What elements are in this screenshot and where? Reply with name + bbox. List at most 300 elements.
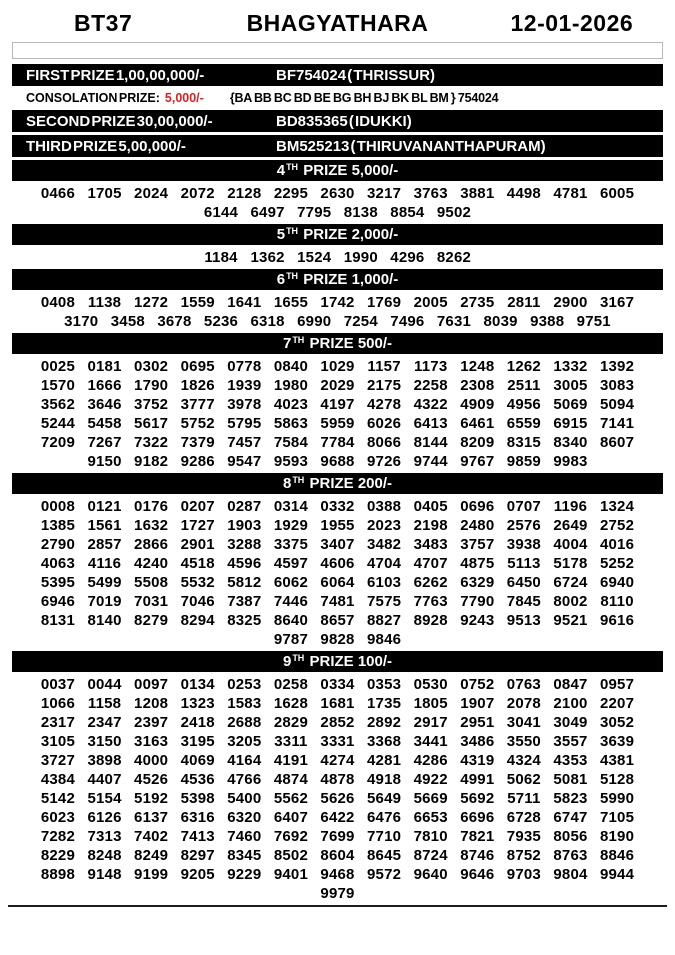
prize-number: 4381 <box>599 752 635 769</box>
prize-number: 1184 <box>204 249 238 266</box>
prize-number: 1826 <box>180 377 215 394</box>
prize-number: 3311 <box>274 733 308 750</box>
prize-section-title-7th: 7 $^{TH}$ PRIZE 500/- <box>12 333 663 354</box>
prize-number: 1735 <box>367 695 402 712</box>
prize-number-row <box>12 884 663 903</box>
prize-number: 2480 <box>460 517 495 534</box>
prize-number: 5395 <box>40 574 76 591</box>
prize-number: 9983 <box>553 453 588 470</box>
draw-date: 12-01-2026 <box>510 9 634 36</box>
third-prize-winner: BM525213 ( THIRUVANANTHAPURAM) <box>276 137 546 155</box>
prize-number-row <box>12 516 663 535</box>
prize-number-row <box>12 808 663 827</box>
prize-number: 3441 <box>413 733 448 750</box>
third-prize-label: THIRD PRIZE 5,00,000/- <box>26 137 186 155</box>
prize-number: 8138 <box>343 204 378 221</box>
prize-number-row <box>12 694 663 713</box>
prize-number-row <box>12 433 663 452</box>
prize-number: 5812 <box>227 574 262 591</box>
prize-number: 6026 <box>367 415 402 432</box>
prize-number: 3458 <box>110 313 145 330</box>
prize-number: 7267 <box>87 434 122 451</box>
prize-number: 0840 <box>273 358 308 375</box>
prize-number: 1385 <box>40 517 76 534</box>
prize-number: 7046 <box>180 593 215 610</box>
prize-number: 1583 <box>227 695 262 712</box>
prize-number: 3041 <box>506 714 541 731</box>
prize-number: 7402 <box>134 828 169 845</box>
prize-number: 2029 <box>320 377 355 394</box>
prize-number: 9703 <box>506 866 541 883</box>
prize-number: 2630 <box>320 185 355 202</box>
prize-number: 8724 <box>413 847 448 864</box>
prize-number: 9148 <box>87 866 122 883</box>
prize-number: 8066 <box>367 434 402 451</box>
prize-number: 9521 <box>553 612 588 629</box>
bottom-divider <box>8 905 667 907</box>
prize-number: 8262 <box>436 249 472 266</box>
prize-number: 2308 <box>460 377 495 394</box>
prize-number: 3763 <box>413 185 448 202</box>
prize-number-row <box>12 611 663 630</box>
prize-number: 1066 <box>40 695 76 712</box>
prize-number: 2128 <box>227 185 262 202</box>
prize-number: 7584 <box>273 434 308 451</box>
prize-number: 6064 <box>320 574 355 591</box>
prize-number: 6262 <box>413 574 448 591</box>
prize-number: 5400 <box>227 790 262 807</box>
prize-number: 1641 <box>227 294 262 311</box>
prize-number: 0044 <box>87 676 122 693</box>
prize-number: 4191 <box>273 752 308 769</box>
prize-number: 4197 <box>320 396 355 413</box>
prize-number: 5823 <box>553 790 588 807</box>
prize-number: 6940 <box>599 574 635 591</box>
prize-number: 5113 <box>507 555 541 572</box>
prize-number: 0302 <box>134 358 169 375</box>
prize-number: 3727 <box>40 752 76 769</box>
prize-number-row <box>12 865 663 884</box>
prize-number: 6062 <box>273 574 308 591</box>
prize-number: 6126 <box>87 809 122 826</box>
prize-number-row <box>12 751 663 770</box>
prize-number: 7141 <box>599 415 635 432</box>
prize-number: 8746 <box>460 847 495 864</box>
prize-number: 1681 <box>320 695 355 712</box>
prize-number: 0778 <box>227 358 262 375</box>
prize-number: 7692 <box>273 828 308 845</box>
prize-number: 2100 <box>553 695 588 712</box>
prize-number: 9767 <box>460 453 495 470</box>
prize-section-4th <box>12 160 663 222</box>
prize-number: 0037 <box>40 676 76 693</box>
prize-number: 3163 <box>134 733 169 750</box>
prize-number: 3368 <box>367 733 402 750</box>
prize-number: 2752 <box>599 517 635 534</box>
prize-number: 7019 <box>87 593 122 610</box>
prize-number: 7282 <box>40 828 76 845</box>
prize-number: 8502 <box>273 847 308 864</box>
second-prize-winner: BD835365 ( IDUKKI) <box>276 112 412 130</box>
prize-number: 8827 <box>367 612 402 629</box>
prize-number-row <box>12 184 663 203</box>
prize-number: 2511 <box>507 377 541 394</box>
prize-number: 7699 <box>320 828 355 845</box>
prize-number: 3757 <box>460 536 495 553</box>
prize-number: 4707 <box>413 555 448 572</box>
prize-number: 5617 <box>134 415 169 432</box>
prize-number: 2649 <box>553 517 588 534</box>
prize-number: 7457 <box>227 434 262 451</box>
prize-number: 0176 <box>134 498 169 515</box>
prize-number: 9468 <box>320 866 355 883</box>
prize-number: 8763 <box>553 847 588 864</box>
prize-number: 3217 <box>367 185 402 202</box>
prize-number: 3483 <box>413 536 448 553</box>
prize-number: 4319 <box>460 752 495 769</box>
prize-number: 1666 <box>87 377 122 394</box>
prize-number-row <box>12 846 663 865</box>
prize-number: 2688 <box>227 714 262 731</box>
prize-number: 3005 <box>553 377 588 394</box>
prize-number: 1570 <box>40 377 76 394</box>
prize-number: 1903 <box>227 517 262 534</box>
prize-number: 8297 <box>180 847 215 864</box>
prize-number: 8110 <box>600 593 634 610</box>
empty-outlined-box <box>12 42 663 59</box>
prize-number: 0707 <box>506 498 541 515</box>
prize-number: 5990 <box>599 790 635 807</box>
prize-number: 2258 <box>413 377 448 394</box>
prize-number: 1392 <box>599 358 635 375</box>
prize-number: 6946 <box>40 593 76 610</box>
prize-number: 3288 <box>227 536 262 553</box>
prize-number: 2347 <box>87 714 122 731</box>
prize-number: 5244 <box>40 415 76 432</box>
prize-number: 7481 <box>320 593 355 610</box>
prize-number-row <box>12 592 663 611</box>
sheet-header <box>12 6 663 40</box>
prize-number: 4324 <box>506 752 541 769</box>
prize-section-5th <box>12 224 663 267</box>
prize-number: 7935 <box>506 828 541 845</box>
prize-number-row <box>12 630 663 649</box>
prize-number: 9804 <box>553 866 588 883</box>
prize-number: 5398 <box>180 790 215 807</box>
prize-number: 3195 <box>180 733 215 750</box>
prize-number: 4878 <box>320 771 355 788</box>
prize-number: 7795 <box>297 204 332 221</box>
prize-number: 2175 <box>367 377 402 394</box>
prize-number: 7031 <box>134 593 169 610</box>
prize-number: 1138 <box>87 294 122 311</box>
prize-number: 0207 <box>180 498 215 515</box>
prize-number: 0752 <box>460 676 495 693</box>
prize-number: 8002 <box>553 593 588 610</box>
prize-section-title-6th: 6 $^{TH}$ PRIZE 1,000/- <box>12 269 663 290</box>
prize-number: 9572 <box>367 866 402 883</box>
prize-number: 8248 <box>87 847 122 864</box>
prize-number-row <box>12 357 663 376</box>
prize-number: 4116 <box>87 555 122 572</box>
prize-number: 0134 <box>180 676 215 693</box>
prize-number: 5142 <box>40 790 76 807</box>
prize-number: 4922 <box>413 771 448 788</box>
prize-number-row <box>12 414 663 433</box>
prize-number: 8249 <box>134 847 169 864</box>
prize-number: 5795 <box>227 415 262 432</box>
prize-number-row <box>12 312 663 331</box>
prize-number: 0314 <box>273 498 308 515</box>
prize-number: 5252 <box>599 555 635 572</box>
lottery-code: BT37 <box>74 9 133 36</box>
prize-number: 4016 <box>599 536 635 553</box>
prize-number-row <box>12 554 663 573</box>
prize-number: 7387 <box>227 593 262 610</box>
prize-number: 2900 <box>553 294 588 311</box>
prize-number: 4918 <box>367 771 402 788</box>
prize-number: 9593 <box>273 453 308 470</box>
prize-number: 5081 <box>553 771 588 788</box>
prize-number: 9751 <box>576 313 611 330</box>
prize-number: 2207 <box>599 695 635 712</box>
prize-number: 7821 <box>460 828 495 845</box>
prize-number-row <box>12 573 663 592</box>
prize-number: 3639 <box>599 733 635 750</box>
prize-number: 3486 <box>460 733 495 750</box>
prize-number: 8209 <box>460 434 495 451</box>
prize-number: 5532 <box>180 574 215 591</box>
prize-number: 1929 <box>273 517 308 534</box>
prize-number: 8640 <box>273 612 308 629</box>
prize-number: 1742 <box>320 294 355 311</box>
prize-number: 6318 <box>250 313 285 330</box>
prize-number: 1158 <box>87 695 122 712</box>
prize-number: 0334 <box>320 676 355 693</box>
prize-number: 9513 <box>506 612 541 629</box>
prize-number: 9744 <box>413 453 448 470</box>
prize-number: 4278 <box>367 396 402 413</box>
prize-number: 5154 <box>87 790 122 807</box>
prize-number: 2317 <box>40 714 76 731</box>
prize-number: 6476 <box>367 809 402 826</box>
prize-number-row <box>12 452 663 471</box>
prize-number: 5649 <box>367 790 402 807</box>
prize-number: 1907 <box>460 695 495 712</box>
consolation-amount: 5,000/- <box>164 91 204 105</box>
prize-number: 3978 <box>227 396 262 413</box>
prize-number: 2857 <box>87 536 122 553</box>
prize-number: 3938 <box>506 536 541 553</box>
prize-number-row <box>12 293 663 312</box>
prize-number: 9229 <box>227 866 262 883</box>
prize-number: 2078 <box>506 695 541 712</box>
prize-number: 2951 <box>460 714 495 731</box>
prize-number: 4874 <box>273 771 308 788</box>
prize-number: 7710 <box>367 828 402 845</box>
prize-number: 1655 <box>273 294 308 311</box>
prize-number: 6696 <box>460 809 495 826</box>
prize-number: 0530 <box>413 676 448 693</box>
prize-number: 4004 <box>553 536 588 553</box>
prize-number: 3777 <box>180 396 215 413</box>
prize-number: 9182 <box>134 453 169 470</box>
prize-number: 7575 <box>367 593 402 610</box>
prize-number: 4322 <box>413 396 448 413</box>
prize-number-row <box>12 395 663 414</box>
prize-number: 0181 <box>87 358 122 375</box>
third-prize-bar <box>12 135 663 157</box>
prize-number: 8294 <box>180 612 215 629</box>
prize-number: 5508 <box>134 574 169 591</box>
prize-number: 8846 <box>599 847 635 864</box>
prize-number: 0287 <box>227 498 262 515</box>
prize-number: 6137 <box>134 809 169 826</box>
prize-number: 0696 <box>460 498 495 515</box>
prize-number: 8854 <box>390 204 425 221</box>
prize-number-row <box>12 376 663 395</box>
prize-number: 9286 <box>180 453 215 470</box>
prize-number: 1173 <box>414 358 448 375</box>
prize-number: 2829 <box>273 714 308 731</box>
prize-number: 3482 <box>367 536 402 553</box>
prize-number: 6915 <box>553 415 588 432</box>
prize-number: 3678 <box>157 313 192 330</box>
prize-number: 9846 <box>367 631 402 648</box>
prize-number: 9401 <box>273 866 308 883</box>
prize-number: 0695 <box>180 358 215 375</box>
prize-number: 6461 <box>460 415 495 432</box>
prize-number: 2418 <box>180 714 215 731</box>
prize-number: 0121 <box>87 498 122 515</box>
prize-number-row <box>12 248 663 267</box>
prize-number: 3898 <box>87 752 122 769</box>
prize-number: 3052 <box>599 714 635 731</box>
prize-number: 9979 <box>320 885 355 902</box>
lottery-name: BHAGYATHARA <box>246 9 429 36</box>
prize-number: 5626 <box>320 790 355 807</box>
prize-number: 2892 <box>367 714 402 731</box>
prize-section-title-5th: 5 $^{TH}$ PRIZE 2,000/- <box>12 224 663 245</box>
prize-number: 2866 <box>134 536 169 553</box>
prize-number: 5711 <box>507 790 541 807</box>
prize-number: 4023 <box>273 396 308 413</box>
prize-number: 8607 <box>599 434 635 451</box>
prize-number: 7322 <box>134 434 169 451</box>
prize-section-title-8th: 8 $^{TH}$ PRIZE 200/- <box>12 473 663 494</box>
prize-number: 1769 <box>367 294 402 311</box>
prize-number: 3562 <box>40 396 76 413</box>
prize-number: 6023 <box>40 809 76 826</box>
prize-number: 7446 <box>273 593 308 610</box>
prize-number: 5236 <box>203 313 239 330</box>
prize-section-title-9th: 9 $^{TH}$ PRIZE 100/- <box>12 651 663 672</box>
prize-number: 5128 <box>599 771 635 788</box>
prize-number: 7379 <box>180 434 215 451</box>
prize-number: 9388 <box>530 313 565 330</box>
prize-number: 8056 <box>553 828 588 845</box>
prize-number: 4069 <box>180 752 215 769</box>
prize-number: 9547 <box>227 453 262 470</box>
prize-number: 8279 <box>134 612 169 629</box>
prize-number: 5562 <box>273 790 308 807</box>
prize-section-title-4th: 4 $^{TH}$ PRIZE 5,000/- <box>12 160 663 181</box>
prize-number: 6413 <box>413 415 448 432</box>
prize-number: 1990 <box>343 249 378 266</box>
prize-number: 8340 <box>553 434 588 451</box>
prize-number: 3105 <box>40 733 76 750</box>
prize-number: 4606 <box>320 555 355 572</box>
prize-number: 3331 <box>320 733 355 750</box>
prize-number: 7413 <box>180 828 215 845</box>
prize-number: 1248 <box>460 358 495 375</box>
prize-number: 6450 <box>506 574 541 591</box>
prize-number: 5094 <box>599 396 635 413</box>
prize-number: 0353 <box>367 676 402 693</box>
consolation-prize-row <box>12 89 663 107</box>
prize-number: 0466 <box>40 185 76 202</box>
prize-number: 4909 <box>460 396 495 413</box>
prize-section-6th <box>12 269 663 331</box>
prize-number: 4240 <box>134 555 169 572</box>
prize-number: 1323 <box>180 695 215 712</box>
prize-number: 0097 <box>134 676 169 693</box>
prize-number: 8229 <box>40 847 76 864</box>
prize-number: 9646 <box>460 866 495 883</box>
prize-number: 7784 <box>320 434 355 451</box>
prize-number: 1272 <box>134 294 169 311</box>
prize-number: 8144 <box>413 434 448 451</box>
prize-number-row <box>12 713 663 732</box>
prize-number: 2198 <box>413 517 448 534</box>
prize-number: 2790 <box>40 536 76 553</box>
prize-number: 9688 <box>320 453 355 470</box>
prize-number: 8752 <box>506 847 541 864</box>
prize-number: 8131 <box>40 612 76 629</box>
prize-number: 4286 <box>413 752 448 769</box>
prize-number: 7313 <box>87 828 122 845</box>
prize-number: 3646 <box>87 396 122 413</box>
prize-number-row <box>12 203 663 222</box>
prize-number: 9205 <box>180 866 215 883</box>
prize-number: 7763 <box>413 593 448 610</box>
prize-number: 6316 <box>180 809 215 826</box>
prize-number: 1196 <box>553 498 588 515</box>
prize-number: 3049 <box>553 714 588 731</box>
prize-number: 5178 <box>553 555 588 572</box>
prize-number: 3170 <box>64 313 99 330</box>
first-prize-bar <box>12 64 663 86</box>
prize-number: 0388 <box>367 498 402 515</box>
prize-number: 1561 <box>87 517 122 534</box>
prize-number: 9944 <box>599 866 635 883</box>
prize-number: 5752 <box>180 415 215 432</box>
prize-number: 5692 <box>460 790 495 807</box>
prize-number: 5069 <box>553 396 588 413</box>
prize-number: 4063 <box>40 555 76 572</box>
prize-number: 9726 <box>367 453 402 470</box>
prize-number: 9150 <box>87 453 122 470</box>
prize-number: 0408 <box>40 294 76 311</box>
prize-number: 6990 <box>297 313 332 330</box>
prize-number: 1955 <box>320 517 355 534</box>
prize-number: 6653 <box>413 809 448 826</box>
prize-number: 8140 <box>87 612 122 629</box>
prize-number: 7460 <box>227 828 262 845</box>
consolation-series: {BA BB BC BD BE BG BH BJ BK BL BM } 754024 <box>229 91 499 105</box>
prize-number: 3167 <box>599 294 635 311</box>
prize-number: 8190 <box>599 828 635 845</box>
